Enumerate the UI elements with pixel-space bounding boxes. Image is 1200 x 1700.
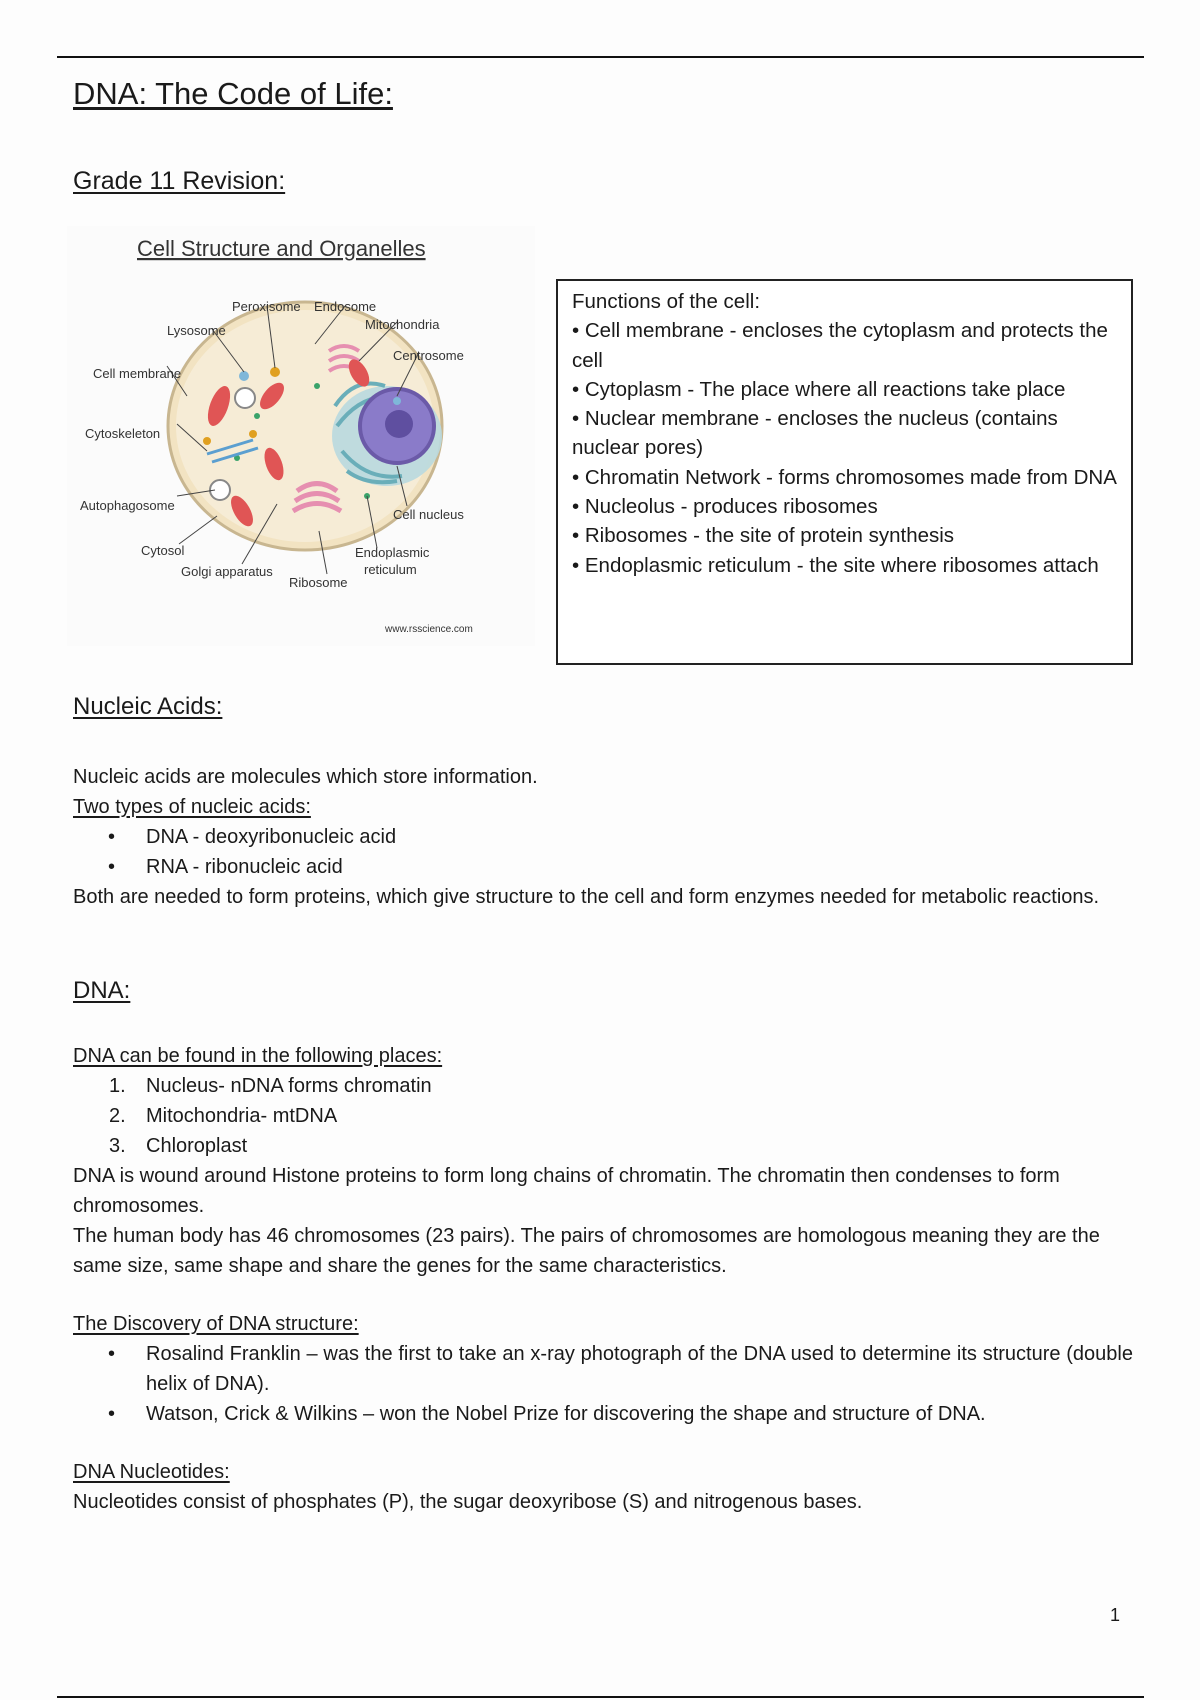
label-mitochondria: Mitochondria bbox=[365, 317, 440, 332]
bottom-rule bbox=[57, 1696, 1144, 1698]
nucleic-conclusion: Both are needed to form proteins, which give structure to the cell and form enzymes needed for metabolic reactions. bbox=[73, 886, 1100, 908]
functions-list bbox=[572, 316, 1117, 580]
top-rule bbox=[57, 56, 1144, 58]
label-golgi: Golgi apparatus bbox=[181, 564, 273, 579]
vesicle bbox=[235, 388, 255, 408]
label-cytosol: Cytosol bbox=[141, 543, 185, 558]
granule bbox=[203, 437, 211, 445]
lysosome-shape bbox=[239, 371, 249, 381]
nucleic-intro: Nucleic acids are molecules which store information. bbox=[73, 766, 538, 788]
list-item: 2. Mitochondria- mtDNA bbox=[109, 1105, 338, 1127]
nucleotides-label: DNA Nucleotides: bbox=[73, 1461, 230, 1483]
function-item: • Ribosomes - the site of protein synthesis bbox=[572, 521, 1117, 550]
dna-places-list bbox=[73, 1071, 1133, 1161]
granule bbox=[249, 430, 257, 438]
functions-heading: Functions of the cell: bbox=[572, 290, 761, 313]
dna-section bbox=[73, 1041, 1133, 1517]
dna-places-label: DNA can be found in the following places: bbox=[73, 1045, 443, 1067]
nucleic-types-list bbox=[73, 822, 1133, 882]
label-peroxisome: Peroxisome bbox=[232, 299, 301, 314]
peroxisome-shape bbox=[270, 367, 280, 377]
page-number: 1 bbox=[1110, 1605, 1121, 1625]
label-endosome: Endosome bbox=[314, 299, 377, 314]
label-centrosome: Centrosome bbox=[393, 348, 464, 363]
list-item: 3. Chloroplast bbox=[109, 1135, 248, 1157]
label-cell-nucleus: Cell nucleus bbox=[393, 507, 464, 522]
function-item: • Chromatin Network - forms chromosomes made from DNA bbox=[572, 463, 1117, 492]
function-item: • Nucleolus - produces ribosomes bbox=[572, 492, 1117, 521]
dna-paragraph-chromosomes: The human body has 46 chromosomes (23 pairs). The pairs of chromosomes are homologous meaning they are the same size, same shape and share the genes for the same characteristics. bbox=[73, 1225, 1100, 1277]
label-lysosome: Lysosome bbox=[167, 323, 226, 338]
bullet: • bbox=[108, 1343, 116, 1365]
function-item: • Nuclear membrane - encloses the nucleus (contains nuclear pores) bbox=[572, 404, 1117, 463]
list-item: • Rosalind Franklin – was the first to take an x-ray photograph of the DNA used to determine its structure (double helix of DNA). bbox=[73, 1339, 1133, 1399]
ribosome-dot bbox=[254, 413, 260, 419]
functions-box bbox=[556, 279, 1133, 665]
discovery-list bbox=[73, 1339, 1133, 1429]
cell-diagram bbox=[67, 226, 535, 646]
ribosome-dot bbox=[314, 383, 320, 389]
list-item: • Watson, Crick & Wilkins – won the Nobel Prize for discovering the shape and structure of DNA. bbox=[73, 1399, 1133, 1429]
diagram-title: Cell Structure and Organelles bbox=[137, 236, 426, 261]
nucleic-acids-section bbox=[73, 762, 1133, 912]
function-item: • Endoplasmic reticulum - the site where ribosomes attach bbox=[572, 551, 1117, 580]
subtitle: Grade 11 Revision: bbox=[73, 167, 286, 195]
nucleic-types-label: Two types of nucleic acids: bbox=[73, 796, 311, 818]
nucleic-acids-heading: Nucleic Acids: bbox=[73, 693, 223, 720]
list-item: 1. Nucleus- nDNA forms chromatin bbox=[109, 1075, 432, 1097]
label-cell-membrane: Cell membrane bbox=[93, 366, 182, 381]
label-reticulum: reticulum bbox=[364, 562, 417, 577]
label-endoplasmic: Endoplasmic bbox=[355, 545, 430, 560]
list-item: • DNA - deoxyribonucleic acid bbox=[73, 822, 1133, 852]
page-title: DNA: The Code of Life: bbox=[73, 76, 393, 111]
nucleolus-shape bbox=[385, 410, 413, 438]
bullet: • bbox=[108, 856, 116, 878]
nucleotides-text: Nucleotides consist of phosphates (P), the sugar deoxyribose (S) and nitrogenous bases. bbox=[73, 1491, 863, 1513]
cell-illustration bbox=[67, 226, 535, 646]
dna-heading: DNA: bbox=[73, 977, 131, 1004]
dna-paragraph-histones: DNA is wound around Histone proteins to form long chains of chromatin. The chromatin then condenses to form chromosomes. bbox=[73, 1165, 1060, 1217]
label-autophagosome: Autophagosome bbox=[80, 498, 175, 513]
centrosome-shape bbox=[393, 397, 401, 405]
function-item: • Cytoplasm - The place where all reactions take place bbox=[572, 375, 1117, 404]
bullet: • bbox=[108, 826, 116, 848]
list-item: • RNA - ribonucleic acid bbox=[73, 852, 1133, 882]
label-cytoskeleton: Cytoskeleton bbox=[85, 426, 161, 441]
function-item: • Cell membrane - encloses the cytoplasm and protects the cell bbox=[572, 316, 1117, 375]
discovery-label: The Discovery of DNA structure: bbox=[73, 1313, 359, 1335]
bullet: • bbox=[108, 1403, 116, 1425]
label-ribosome: Ribosome bbox=[289, 575, 348, 590]
diagram-source: www.rsscience.com bbox=[385, 624, 473, 635]
